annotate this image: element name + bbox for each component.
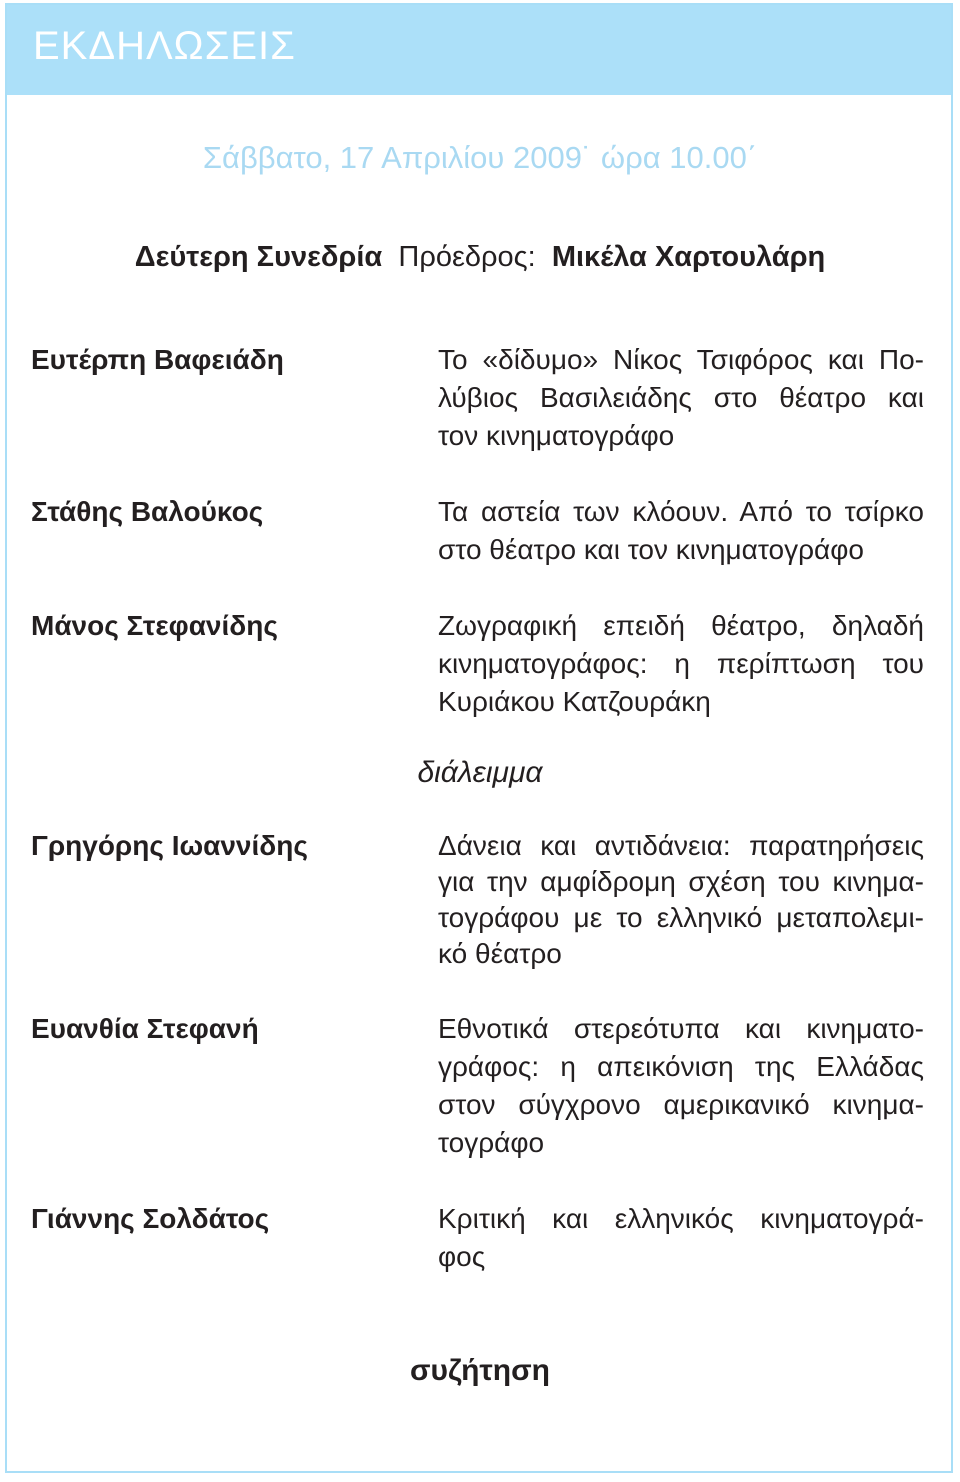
speaker-name: Γιάννης Σολδάτος	[31, 1203, 270, 1234]
break-label: διάλειμμα	[417, 756, 543, 789]
page-title: ΕΚΔΗΛΩΣΕΙΣ	[33, 24, 296, 68]
talk-title-line: για την αμφίδρομη σχέση του κινημα-	[438, 866, 924, 897]
talk-title-line: Δάνεια και αντιδάνεια: παρατηρήσεις	[438, 830, 924, 861]
talk-title-line: Το «δίδυμο» Νίκος Τσιφόρος και Πο-	[438, 344, 924, 375]
session-name: Δεύτερη Συνεδρία	[134, 241, 383, 273]
talk-title-line: γράφος: η απεικόνιση της Ελλάδας	[438, 1051, 924, 1082]
talk-title-line: Κριτική και ελληνικός κινηματογρά-	[438, 1203, 924, 1234]
talk-title-line: στον σύγχρονο αμερικανικό κινημα-	[438, 1089, 924, 1120]
talk-title-line: κινηματογράφος: η περίπτωση του	[438, 648, 924, 679]
chair-name: Μικέλα Χαρτουλάρη	[551, 241, 826, 273]
talk-title-line: Τα αστεία των κλόουν. Από το τσίρκο	[438, 496, 924, 527]
talk-title-line: Ζωγραφική επειδή θέατρο, δηλαδή	[438, 610, 924, 641]
talk-title-line: φος	[438, 1241, 486, 1272]
talk-title-line: λύβιος Βασιλειάδης στο θέατρο και	[438, 382, 924, 413]
talk-title-line: κό θέατρο	[438, 938, 562, 969]
talk-title-line: Εθνοτικά στερεότυπα και κινηματο-	[438, 1013, 924, 1044]
chair-label: Πρόεδρος:	[398, 241, 536, 273]
talk-title-line: τογράφου με το ελληνικό μεταπολεμι-	[438, 902, 924, 933]
speaker-name: Στάθης Βαλούκος	[31, 496, 264, 527]
talk-title-line: τογράφο	[438, 1127, 545, 1158]
speaker-name: Μάνος Στεφανίδης	[31, 610, 278, 641]
speaker-name: Γρηγόρης Ιωαννίδης	[31, 830, 308, 861]
talk-title-line: τον κινηματογράφο	[438, 420, 675, 451]
session-heading	[0, 237, 960, 277]
talk-title-line: Κυριάκου Κατζουράκη	[438, 686, 711, 717]
discussion-label: συζήτηση	[410, 1354, 550, 1387]
talk-title-line: στο θέατρο και τον κινηματογράφο	[438, 534, 864, 565]
event-date: Σάββατο, 17 Απριλίου 2009˙ ώρα 10.00΄	[202, 140, 758, 175]
speaker-name: Ευανθία Στεφανή	[31, 1013, 259, 1044]
speaker-name: Ευτέρπη Βαφειάδη	[31, 344, 284, 375]
